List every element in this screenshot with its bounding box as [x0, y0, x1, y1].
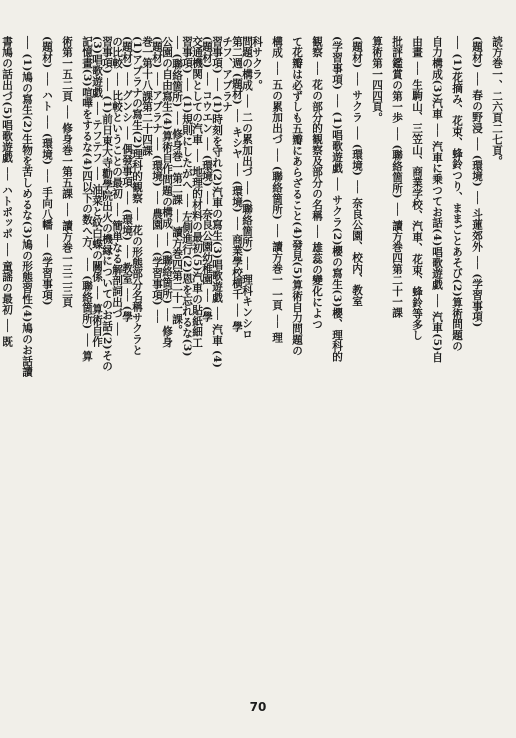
text-line: ── (聯絡箇所) ── 修身巻一第二課 ── 讀方巻四第二十一課。 — [171, 36, 183, 336]
text-line: (題材) ── ハト ── (環境) ── 手向八幡 ── (学習事項) — [41, 36, 53, 306]
text-line: 公園の自由寫生(4)算術自作問題の構成 ── (聯絡箇所) ── 修身 — [161, 36, 173, 348]
text-line: ── (1)鳩の寫生(2)生物を苦しめるな(3)鳩の形態習性(4)鳩のお話讀 — [21, 36, 33, 378]
text-line: (題材) ── アブラナ ── (環境) ── 農園 ── (学習事項) ── — [151, 36, 163, 324]
text-line: 自力構成(3)汽車 ── 汽車に乗つてお話(4)唱歌遊戯 ── 汽車(5)自 — [431, 36, 443, 363]
text-line: (題材) ── グンシ ── 偶發事項 ── (環境) ── 教室 ── (學 — [121, 36, 133, 322]
text-line: 記憶畫(3)喧嘩をするな(4)四以下の数へ方、── (聯絡箇所) ── 算 — [81, 36, 93, 362]
text-line: (題材) ── 春の野浸 ── (環境) ── 斗蓮郊外 ── (学習事項) — [471, 36, 483, 328]
text-line: (1)アブラナの寫生(2)理科的観察 ── 花の形態部分名稱サクラと — [131, 36, 143, 356]
page-number: 70 — [249, 700, 267, 714]
text-line: 習事項) ── (1)前日東大寺勸學院出火の機縁についてのお話(2)その — [101, 36, 113, 372]
text-line: 構成 ── 五の累加出づ ── (聯絡箇所) ── 讀方巻一 一頁 ── 理 — [271, 36, 283, 344]
text-line: 読方巻一、二六頁二七頁。 — [491, 36, 503, 167]
text-line: 術第一五二頁 ── 修身巻一第五課 ── 讀方巻一三二三頁 — [61, 36, 73, 308]
text-line: ── (1)花摘み、花束、蜂鈴つり、ままごとあそび(2)算術問題の — [451, 36, 463, 352]
text-line: (題材) ── コウエン ── (環境) ── 奈良公園幼稚園 ── (學 — [201, 36, 213, 323]
text-line: 巻一第十八課第二十四課 — [141, 36, 153, 156]
text-line: 科サクラ。 — [251, 36, 263, 91]
text-line: (3)唱歌遊戯 ── テフテフ ── 油菜と紋白蝶の關係 ── 算術自作 — [91, 36, 103, 348]
text-line: の比較 ── 比較ということの最初 ── 簡単なる解剖詞出づ ── — [111, 36, 123, 336]
text-line: 習事項) ── (1)規則にしたがへ ── 左側進行(2)恩を忘れるな(3) — [181, 36, 193, 357]
text-line: 問題の構成 ── 二の累加出づ ── (聯絡箇所) ── 理科キンシロ — [241, 36, 253, 340]
text-line: 書鳩の話出づ(5)唱歌遊戯 ── ハトポッポ ── 童謡の最初 ── 既 — [1, 36, 13, 348]
text-line: 交通機関としての汽車 ── 地理的材料の最初(5)汽車の貼紙細工 — [191, 36, 203, 349]
text-line: (学習事項) ── (1)唱歌遊戯 ── サクラ(2)櫻の寫生(3)櫻、理科的 — [331, 36, 343, 363]
text-line: 批評鑑賞の第一歩 ── (聯絡箇所) ── 讀方巻四第二十一課 — [391, 36, 403, 319]
text-line: 第二週 (題材) ── キシヤ ── (環境) ── 商業學校横千 ── 學 — [231, 36, 243, 332]
text-line: 習事項) ── (1)時刻を守れ(2)汽車の寫生(3)唱歌遊戯 ── 汽車 (4) — [211, 36, 223, 369]
left-text-block — [1, 36, 254, 674]
text-line: (題材) ── サクラ ── (環境) ── 奈良公園、校内、教室 — [351, 36, 363, 307]
text-line: て花瓣は必ずしも五瓣にあらざること(4)發見(5)算術自力問題の — [291, 36, 303, 356]
text-line: チフ、アブラナ — [221, 36, 233, 113]
text-line: 算術第一四四頁。 — [371, 36, 383, 124]
text-line: 由畫 ── 生駒山、三笠山、商業学校、汽車、花束、蜂鈴等多し — [411, 36, 423, 341]
text-line: 観察 ── 花の部分的観察及部分の名稱 ── 雄蕊の變化によつ — [311, 36, 323, 330]
